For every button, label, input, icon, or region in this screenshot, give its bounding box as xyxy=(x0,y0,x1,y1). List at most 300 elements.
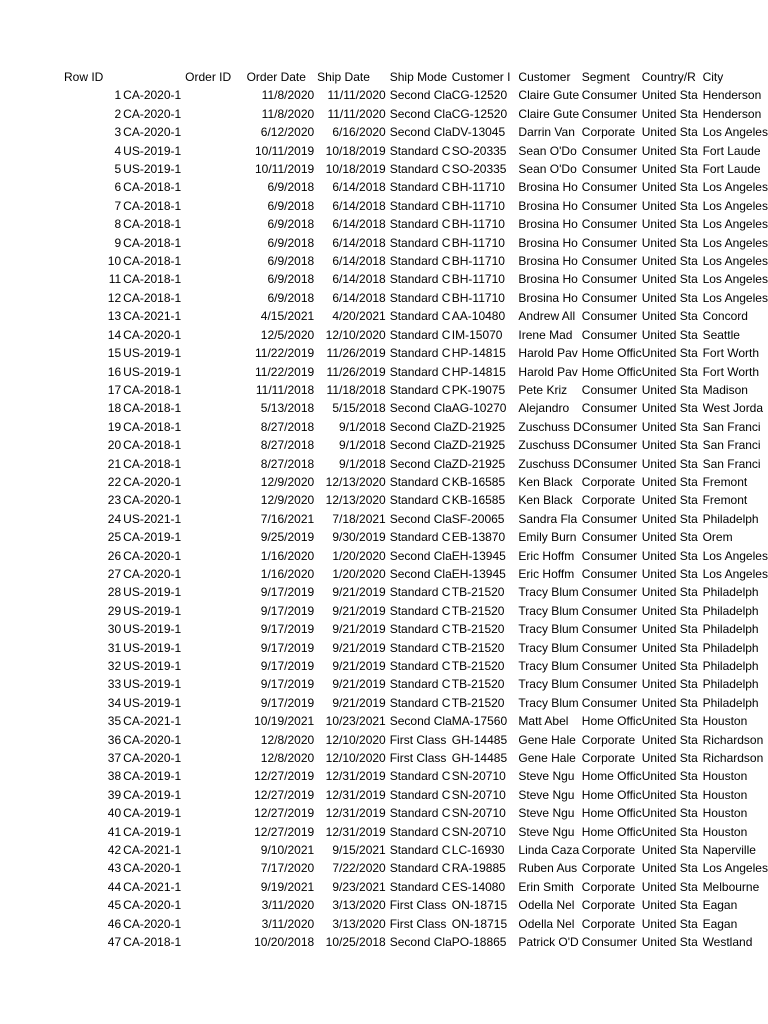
cell-order-id[interactable]: US-2019-1 xyxy=(123,659,182,673)
cell-country[interactable]: United Sta xyxy=(641,677,698,692)
cell-ship-date[interactable]: 7/18/2021 xyxy=(332,511,386,526)
cell-order-date[interactable]: 12/9/2020 xyxy=(260,493,315,508)
cell-ship-mode[interactable]: Standard C xyxy=(389,585,451,600)
cell-country[interactable]: United Sta xyxy=(641,290,698,305)
cell-row-id[interactable]: 45 xyxy=(107,898,122,913)
cell-ship-date[interactable]: 9/1/2018 xyxy=(339,419,386,434)
cell-customer-id[interactable]: BH-11710 xyxy=(451,235,505,250)
cell-order-date[interactable]: 9/25/2019 xyxy=(260,530,315,545)
cell-order-date[interactable]: 10/19/2021 xyxy=(254,714,315,729)
cell-order-date[interactable]: 12/27/2019 xyxy=(254,806,315,821)
cell-order-date[interactable]: 12/9/2020 xyxy=(260,474,315,489)
cell-segment[interactable]: Corporate xyxy=(581,474,636,489)
cell-order-date[interactable]: 7/17/2020 xyxy=(260,861,315,876)
header-city[interactable]: City xyxy=(702,70,724,84)
cell-country[interactable]: United Sta xyxy=(641,254,698,269)
cell-country[interactable]: United Sta xyxy=(641,585,698,600)
cell-order-id[interactable]: CA-2019-1 xyxy=(123,787,182,802)
cell-customer-name[interactable]: Zuschuss D xyxy=(518,456,582,471)
cell-country[interactable]: United Sta xyxy=(641,935,698,950)
cell-order-date[interactable]: 9/17/2019 xyxy=(260,585,315,600)
cell-country[interactable]: United Sta xyxy=(641,843,698,858)
cell-country[interactable]: United Sta xyxy=(641,714,698,729)
cell-customer-id[interactable]: IM-15070 xyxy=(451,327,503,342)
cell-row-id[interactable]: 2 xyxy=(114,106,122,121)
cell-segment[interactable]: Consumer xyxy=(581,382,638,397)
cell-country[interactable]: United Sta xyxy=(641,198,698,213)
cell-order-date[interactable]: 11/8/2020 xyxy=(261,106,315,121)
cell-ship-mode[interactable]: Standard C xyxy=(389,364,451,379)
cell-ship-mode[interactable]: First Class xyxy=(389,732,447,747)
cell-country[interactable]: United Sta xyxy=(641,603,698,618)
header-customer-id[interactable]: Customer I xyxy=(451,70,511,84)
cell-row-id[interactable]: 42 xyxy=(107,843,122,858)
cell-ship-mode[interactable]: Standard C xyxy=(389,879,451,894)
cell-city[interactable]: Eagan xyxy=(702,916,738,931)
cell-customer-id[interactable]: SN-20710 xyxy=(451,824,506,839)
cell-customer-id[interactable]: BH-11710 xyxy=(451,272,505,287)
cell-ship-mode[interactable]: Standard C xyxy=(389,622,451,637)
cell-city[interactable]: San Franci xyxy=(702,419,761,434)
cell-ship-date[interactable]: 6/14/2018 xyxy=(332,272,386,287)
cell-order-id[interactable]: CA-2020-1 xyxy=(123,751,182,766)
cell-row-id[interactable]: 35 xyxy=(107,714,122,729)
cell-ship-date[interactable]: 1/20/2020 xyxy=(332,548,386,563)
cell-city[interactable]: Philadelph xyxy=(702,511,759,526)
cell-city[interactable]: Richardson xyxy=(702,751,764,766)
cell-customer-id[interactable]: MA-17560 xyxy=(451,714,508,729)
cell-ship-date[interactable]: 10/25/2018 xyxy=(325,935,386,950)
cell-order-id[interactable]: CA-2019-1 xyxy=(123,530,182,545)
cell-customer-id[interactable]: SO-20335 xyxy=(451,143,507,158)
cell-row-id[interactable]: 30 xyxy=(107,622,122,637)
cell-customer-name[interactable]: Claire Gute xyxy=(518,106,580,121)
cell-ship-date[interactable]: 6/14/2018 xyxy=(332,290,386,305)
cell-order-date[interactable]: 6/9/2018 xyxy=(267,198,315,213)
cell-order-id[interactable]: US-2019-1 xyxy=(123,640,182,655)
cell-city[interactable]: Philadelph xyxy=(702,695,759,710)
cell-row-id[interactable]: 1 xyxy=(114,88,122,103)
cell-row-id[interactable]: 22 xyxy=(107,474,122,489)
cell-ship-date[interactable]: 5/15/2018 xyxy=(332,401,386,416)
cell-ship-date[interactable]: 11/11/2020 xyxy=(327,106,386,121)
cell-ship-mode[interactable]: Standard C xyxy=(389,824,451,839)
cell-ship-mode[interactable]: Standard C xyxy=(389,143,451,158)
cell-segment[interactable]: Consumer xyxy=(581,401,638,416)
cell-customer-name[interactable]: Brosina Ho xyxy=(518,290,578,305)
cell-ship-mode[interactable]: Standard C xyxy=(389,180,451,195)
cell-segment[interactable]: Home Offic xyxy=(581,714,642,729)
cell-ship-date[interactable]: 9/21/2019 xyxy=(332,603,386,618)
cell-ship-date[interactable]: 12/31/2019 xyxy=(325,806,386,821)
cell-ship-mode[interactable]: Second Cla xyxy=(389,125,452,140)
cell-row-id[interactable]: 26 xyxy=(107,548,122,563)
cell-customer-id[interactable]: BH-11710 xyxy=(451,198,505,213)
cell-customer-name[interactable]: Gene Hale xyxy=(518,751,576,766)
cell-segment[interactable]: Consumer xyxy=(581,622,638,637)
cell-customer-name[interactable]: Irene Mad xyxy=(518,327,573,342)
cell-city[interactable]: Madison xyxy=(702,382,748,397)
cell-customer-id[interactable]: BH-11710 xyxy=(451,254,505,269)
cell-order-id[interactable]: US-2019-1 xyxy=(123,346,182,361)
cell-segment[interactable]: Consumer xyxy=(581,677,638,692)
cell-country[interactable]: United Sta xyxy=(641,898,698,913)
cell-customer-id[interactable]: GH-14485 xyxy=(451,732,508,747)
cell-order-id[interactable]: CA-2020-1 xyxy=(123,916,182,931)
cell-ship-date[interactable]: 6/14/2018 xyxy=(332,235,386,250)
cell-order-id[interactable]: CA-2018-1 xyxy=(123,272,182,287)
cell-row-id[interactable]: 29 xyxy=(107,603,122,618)
cell-city[interactable]: Concord xyxy=(702,309,748,324)
cell-customer-id[interactable]: TB-21520 xyxy=(451,640,505,655)
cell-country[interactable]: United Sta xyxy=(641,695,698,710)
cell-customer-name[interactable]: Brosina Ho xyxy=(518,217,578,232)
header-ship-mode[interactable]: Ship Mode xyxy=(389,70,448,84)
cell-ship-date[interactable]: 6/14/2018 xyxy=(332,217,386,232)
cell-country[interactable]: United Sta xyxy=(641,217,698,232)
cell-row-id[interactable]: 9 xyxy=(114,235,122,250)
cell-ship-mode[interactable]: Second Cla xyxy=(389,438,452,453)
cell-ship-date[interactable]: 9/21/2019 xyxy=(332,659,386,673)
cell-order-id[interactable]: CA-2018-1 xyxy=(123,419,182,434)
cell-order-id[interactable]: CA-2020-1 xyxy=(123,566,182,581)
cell-ship-mode[interactable]: Second Cla xyxy=(389,106,452,121)
cell-segment[interactable]: Corporate xyxy=(581,898,636,913)
cell-order-date[interactable]: 12/27/2019 xyxy=(254,824,315,839)
cell-ship-date[interactable]: 10/18/2019 xyxy=(325,143,386,158)
cell-order-id[interactable]: US-2019-1 xyxy=(123,162,182,177)
cell-ship-date[interactable]: 4/20/2021 xyxy=(332,309,386,324)
cell-country[interactable]: United Sta xyxy=(641,272,698,287)
cell-row-id[interactable]: 4 xyxy=(114,143,122,158)
cell-ship-mode[interactable]: Second Cla xyxy=(389,548,452,563)
cell-ship-mode[interactable]: Standard C xyxy=(389,198,451,213)
cell-customer-id[interactable]: SN-20710 xyxy=(451,806,506,821)
cell-city[interactable]: West Jorda xyxy=(702,401,764,416)
cell-order-date[interactable]: 8/27/2018 xyxy=(260,419,315,434)
cell-order-date[interactable]: 12/8/2020 xyxy=(260,732,315,747)
cell-customer-id[interactable]: KB-16585 xyxy=(451,474,506,489)
cell-country[interactable]: United Sta xyxy=(641,769,698,784)
cell-order-id[interactable]: US-2019-1 xyxy=(123,585,182,600)
cell-segment[interactable]: Consumer xyxy=(581,290,638,305)
cell-order-date[interactable]: 11/22/2019 xyxy=(255,346,315,361)
cell-customer-name[interactable]: Ken Black xyxy=(518,474,573,489)
cell-order-date[interactable]: 6/9/2018 xyxy=(267,290,315,305)
cell-ship-date[interactable]: 9/1/2018 xyxy=(339,438,386,453)
cell-customer-id[interactable]: ES-14080 xyxy=(451,879,506,894)
cell-ship-date[interactable]: 9/21/2019 xyxy=(332,677,386,692)
cell-customer-id[interactable]: BH-11710 xyxy=(451,290,505,305)
cell-order-date[interactable]: 6/9/2018 xyxy=(267,217,315,232)
cell-customer-name[interactable]: Steve Ngu xyxy=(518,787,575,802)
cell-country[interactable]: United Sta xyxy=(641,346,698,361)
cell-customer-id[interactable]: AG-10270 xyxy=(451,401,507,416)
cell-ship-mode[interactable]: First Class xyxy=(389,751,447,766)
cell-city[interactable]: Seattle xyxy=(702,327,740,342)
cell-customer-name[interactable]: Gene Hale xyxy=(518,732,576,747)
header-order-id[interactable]: Order ID xyxy=(185,70,232,84)
cell-row-id[interactable]: 14 xyxy=(107,327,122,342)
cell-ship-date[interactable]: 6/14/2018 xyxy=(332,180,386,195)
cell-ship-mode[interactable]: Standard C xyxy=(389,309,451,324)
cell-ship-mode[interactable]: Standard C xyxy=(389,493,451,508)
cell-row-id[interactable]: 28 xyxy=(107,585,122,600)
cell-ship-mode[interactable]: Standard C xyxy=(389,530,451,545)
cell-city[interactable]: Fort Worth xyxy=(702,364,760,379)
cell-order-id[interactable]: CA-2018-1 xyxy=(123,382,182,397)
cell-order-date[interactable]: 12/27/2019 xyxy=(254,787,315,802)
cell-row-id[interactable]: 24 xyxy=(107,511,122,526)
cell-ship-date[interactable]: 10/18/2019 xyxy=(325,162,386,177)
cell-ship-mode[interactable]: Standard C xyxy=(389,603,451,618)
cell-customer-id[interactable]: CG-12520 xyxy=(451,88,508,103)
cell-customer-id[interactable]: TB-21520 xyxy=(451,622,505,637)
cell-row-id[interactable]: 41 xyxy=(107,824,122,839)
cell-ship-date[interactable]: 11/26/2019 xyxy=(326,346,386,361)
cell-city[interactable]: Philadelph xyxy=(702,640,759,655)
cell-row-id[interactable]: 40 xyxy=(107,806,122,821)
cell-segment[interactable]: Consumer xyxy=(581,419,638,434)
cell-city[interactable]: Eagan xyxy=(702,898,738,913)
cell-city[interactable]: Los Angeles xyxy=(702,125,768,140)
cell-order-id[interactable]: CA-2018-1 xyxy=(123,456,182,471)
cell-row-id[interactable]: 18 xyxy=(107,401,122,416)
cell-row-id[interactable]: 44 xyxy=(107,879,122,894)
cell-city[interactable]: Orem xyxy=(702,530,733,545)
cell-country[interactable]: United Sta xyxy=(641,235,698,250)
cell-order-id[interactable]: CA-2018-1 xyxy=(123,217,182,232)
cell-ship-date[interactable]: 12/13/2020 xyxy=(325,493,386,508)
cell-city[interactable]: Philadelph xyxy=(702,585,759,600)
cell-city[interactable]: Los Angeles xyxy=(702,254,768,269)
cell-country[interactable]: United Sta xyxy=(641,438,698,453)
cell-order-id[interactable]: US-2019-1 xyxy=(123,677,182,692)
cell-order-id[interactable]: CA-2018-1 xyxy=(123,290,182,305)
cell-row-id[interactable]: 10 xyxy=(107,254,122,269)
cell-country[interactable]: United Sta xyxy=(641,456,698,471)
cell-row-id[interactable]: 17 xyxy=(107,382,122,397)
cell-ship-date[interactable]: 9/23/2021 xyxy=(332,879,386,894)
cell-ship-mode[interactable]: Second Cla xyxy=(389,714,452,729)
cell-segment[interactable]: Corporate xyxy=(581,879,636,894)
cell-order-date[interactable]: 10/20/2018 xyxy=(254,935,315,950)
cell-order-id[interactable]: CA-2018-1 xyxy=(123,180,182,195)
cell-order-id[interactable]: US-2019-1 xyxy=(123,622,182,637)
cell-order-date[interactable]: 9/17/2019 xyxy=(260,603,315,618)
cell-row-id[interactable]: 46 xyxy=(107,916,122,931)
cell-order-id[interactable]: CA-2021-1 xyxy=(123,309,182,324)
cell-ship-mode[interactable]: Second Cla xyxy=(389,456,452,471)
cell-ship-date[interactable]: 3/13/2020 xyxy=(332,898,386,913)
cell-order-date[interactable]: 9/19/2021 xyxy=(260,879,315,894)
cell-customer-id[interactable]: DV-13045 xyxy=(451,125,506,140)
cell-order-date[interactable]: 6/9/2018 xyxy=(267,235,315,250)
cell-row-id[interactable]: 12 xyxy=(107,290,122,305)
cell-customer-name[interactable]: Odella Nel xyxy=(518,898,575,913)
cell-city[interactable]: Houston xyxy=(702,787,748,802)
cell-customer-name[interactable]: Tracy Blum xyxy=(518,677,579,692)
cell-country[interactable]: United Sta xyxy=(641,566,698,581)
cell-segment[interactable]: Consumer xyxy=(581,640,638,655)
cell-ship-mode[interactable]: Standard C xyxy=(389,843,451,858)
cell-customer-id[interactable]: BH-11710 xyxy=(451,217,505,232)
cell-country[interactable]: United Sta xyxy=(641,659,698,673)
cell-row-id[interactable]: 38 xyxy=(107,769,122,784)
cell-ship-mode[interactable]: Second Cla xyxy=(389,566,452,581)
cell-segment[interactable]: Consumer xyxy=(581,659,638,673)
cell-order-id[interactable]: CA-2020-1 xyxy=(123,898,182,913)
cell-order-id[interactable]: CA-2020-1 xyxy=(123,327,182,342)
cell-ship-date[interactable]: 9/15/2021 xyxy=(332,843,386,858)
cell-ship-mode[interactable]: Standard C xyxy=(389,327,451,342)
cell-segment[interactable]: Corporate xyxy=(581,493,636,508)
cell-ship-mode[interactable]: Second Cla xyxy=(389,419,452,434)
cell-customer-id[interactable]: ZD-21925 xyxy=(451,438,506,453)
cell-row-id[interactable]: 33 xyxy=(107,677,122,692)
cell-ship-date[interactable]: 9/21/2019 xyxy=(332,622,386,637)
cell-city[interactable]: Philadelph xyxy=(702,659,759,673)
cell-segment[interactable]: Consumer xyxy=(581,198,638,213)
cell-customer-id[interactable]: HP-14815 xyxy=(451,364,506,379)
cell-order-date[interactable]: 7/16/2021 xyxy=(260,511,315,526)
cell-order-id[interactable]: CA-2018-1 xyxy=(123,254,182,269)
cell-order-id[interactable]: US-2019-1 xyxy=(123,364,182,379)
cell-country[interactable]: United Sta xyxy=(641,548,698,563)
cell-customer-name[interactable]: Tracy Blum xyxy=(518,585,579,600)
cell-segment[interactable]: Consumer xyxy=(581,143,638,158)
cell-city[interactable]: Melbourne xyxy=(702,879,760,894)
cell-segment[interactable]: Corporate xyxy=(581,843,636,858)
cell-ship-mode[interactable]: Standard C xyxy=(389,254,451,269)
cell-ship-mode[interactable]: First Class xyxy=(389,898,447,913)
cell-ship-mode[interactable]: Standard C xyxy=(389,787,451,802)
cell-customer-name[interactable]: Harold Pav xyxy=(518,346,578,361)
cell-order-date[interactable]: 9/10/2021 xyxy=(260,843,315,858)
cell-row-id[interactable]: 19 xyxy=(107,419,122,434)
cell-ship-date[interactable]: 12/31/2019 xyxy=(325,824,386,839)
cell-ship-date[interactable]: 6/14/2018 xyxy=(332,254,386,269)
header-country[interactable]: Country/R xyxy=(641,70,696,84)
cell-ship-date[interactable]: 12/10/2020 xyxy=(325,327,386,342)
cell-order-id[interactable]: CA-2021-1 xyxy=(123,879,182,894)
cell-country[interactable]: United Sta xyxy=(641,511,698,526)
cell-segment[interactable]: Consumer xyxy=(581,327,638,342)
cell-ship-mode[interactable]: Second Cla xyxy=(389,935,452,950)
cell-order-id[interactable]: CA-2020-1 xyxy=(123,861,182,876)
cell-customer-name[interactable]: Tracy Blum xyxy=(518,603,579,618)
cell-order-date[interactable]: 6/9/2018 xyxy=(267,180,315,195)
cell-segment[interactable]: Corporate xyxy=(581,732,636,747)
cell-ship-mode[interactable]: First Class xyxy=(389,916,447,931)
cell-segment[interactable]: Consumer xyxy=(581,162,638,177)
header-segment[interactable]: Segment xyxy=(581,70,630,84)
cell-customer-name[interactable]: Eric Hoffm xyxy=(518,566,575,581)
cell-country[interactable]: United Sta xyxy=(641,125,698,140)
cell-customer-name[interactable]: Andrew All xyxy=(518,309,576,324)
cell-row-id[interactable]: 43 xyxy=(107,861,122,876)
cell-city[interactable]: Fort Worth xyxy=(702,346,760,361)
cell-customer-id[interactable]: TB-21520 xyxy=(451,659,505,673)
cell-segment[interactable]: Consumer xyxy=(581,548,638,563)
cell-order-date[interactable]: 5/13/2018 xyxy=(260,401,315,416)
cell-customer-name[interactable]: Emily Burn xyxy=(518,530,577,545)
header-customer-name[interactable]: Customer xyxy=(518,70,571,84)
cell-customer-id[interactable]: ON-18715 xyxy=(451,898,508,913)
cell-ship-mode[interactable]: Second Cla xyxy=(389,511,452,526)
cell-city[interactable]: Los Angeles xyxy=(702,198,768,213)
cell-segment[interactable]: Home Offic xyxy=(581,806,642,821)
cell-customer-name[interactable]: Brosina Ho xyxy=(518,254,578,269)
cell-city[interactable]: Los Angeles xyxy=(702,272,768,287)
cell-country[interactable]: United Sta xyxy=(641,916,698,931)
cell-row-id[interactable]: 8 xyxy=(114,217,122,232)
cell-ship-date[interactable]: 9/21/2019 xyxy=(332,695,386,710)
cell-order-date[interactable]: 6/9/2018 xyxy=(267,272,315,287)
cell-order-date[interactable]: 8/27/2018 xyxy=(260,456,315,471)
cell-ship-date[interactable]: 9/1/2018 xyxy=(339,456,386,471)
cell-segment[interactable]: Consumer xyxy=(581,695,638,710)
cell-order-date[interactable]: 10/11/2019 xyxy=(255,143,315,158)
cell-ship-date[interactable]: 11/26/2019 xyxy=(326,364,386,379)
cell-order-id[interactable]: CA-2020-1 xyxy=(123,548,182,563)
cell-customer-id[interactable]: SN-20710 xyxy=(451,769,506,784)
cell-segment[interactable]: Consumer xyxy=(581,180,638,195)
cell-ship-mode[interactable]: Standard C xyxy=(389,290,451,305)
header-row-id[interactable]: Row ID xyxy=(64,70,104,84)
cell-segment[interactable]: Corporate xyxy=(581,751,636,766)
cell-customer-id[interactable]: LC-16930 xyxy=(451,843,505,858)
cell-country[interactable]: United Sta xyxy=(641,732,698,747)
cell-customer-id[interactable]: CG-12520 xyxy=(451,106,508,121)
cell-city[interactable]: San Franci xyxy=(702,456,761,471)
cell-order-id[interactable]: CA-2019-1 xyxy=(123,824,182,839)
cell-order-id[interactable]: US-2019-1 xyxy=(123,695,182,710)
cell-city[interactable]: Philadelph xyxy=(702,677,759,692)
cell-customer-id[interactable]: SO-20335 xyxy=(451,162,507,177)
cell-order-id[interactable]: CA-2018-1 xyxy=(123,935,182,950)
cell-customer-id[interactable]: ZD-21925 xyxy=(451,456,506,471)
cell-row-id[interactable]: 20 xyxy=(107,438,122,453)
cell-customer-name[interactable]: Ruben Aus xyxy=(518,861,578,876)
cell-row-id[interactable]: 23 xyxy=(107,493,122,508)
cell-ship-date[interactable]: 10/23/2021 xyxy=(325,714,386,729)
cell-customer-name[interactable]: Sean O'Do xyxy=(518,162,577,177)
cell-customer-name[interactable]: Brosina Ho xyxy=(518,235,578,250)
cell-customer-name[interactable]: Alejandro xyxy=(518,401,570,416)
cell-order-id[interactable]: CA-2020-1 xyxy=(123,106,182,121)
cell-country[interactable]: United Sta xyxy=(641,474,698,489)
cell-customer-id[interactable]: SN-20710 xyxy=(451,787,506,802)
cell-segment[interactable]: Corporate xyxy=(581,916,636,931)
cell-customer-id[interactable]: AA-10480 xyxy=(451,309,506,324)
cell-order-date[interactable]: 6/9/2018 xyxy=(267,254,315,269)
cell-ship-mode[interactable]: Standard C xyxy=(389,659,451,673)
cell-country[interactable]: United Sta xyxy=(641,622,698,637)
cell-customer-name[interactable]: Tracy Blum xyxy=(518,622,579,637)
cell-segment[interactable]: Corporate xyxy=(581,125,636,140)
cell-order-id[interactable]: CA-2018-1 xyxy=(123,438,182,453)
cell-order-date[interactable]: 12/27/2019 xyxy=(254,769,315,784)
cell-city[interactable]: Fort Laude xyxy=(702,143,761,158)
cell-row-id[interactable]: 21 xyxy=(107,456,122,471)
cell-order-id[interactable]: US-2019-1 xyxy=(123,143,182,158)
cell-customer-name[interactable]: Steve Ngu xyxy=(518,806,575,821)
cell-city[interactable]: Richardson xyxy=(702,732,764,747)
cell-country[interactable]: United Sta xyxy=(641,180,698,195)
cell-ship-mode[interactable]: Standard C xyxy=(389,677,451,692)
cell-row-id[interactable]: 39 xyxy=(107,787,122,802)
